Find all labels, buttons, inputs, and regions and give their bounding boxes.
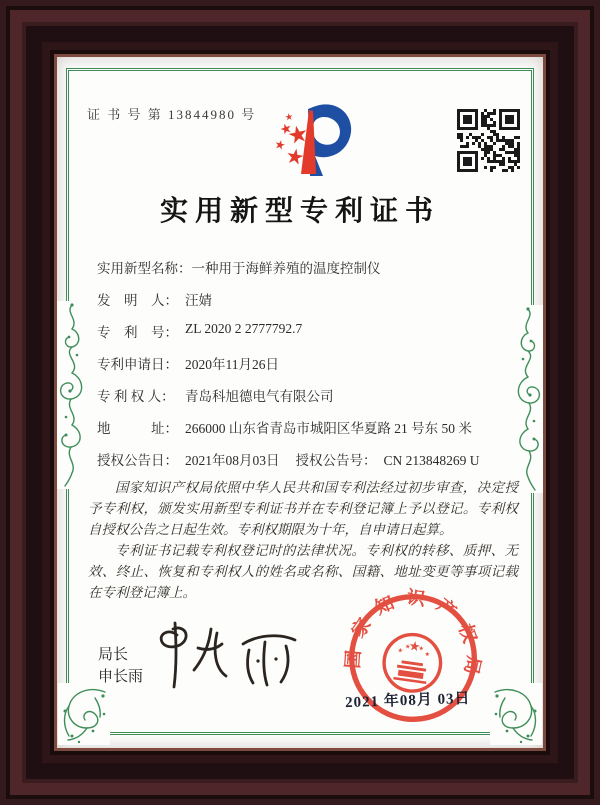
field-row-patent-no: [97, 321, 527, 341]
field-label: 专 利 号：: [97, 325, 178, 340]
seal-date: 2021 年08月 03日: [344, 690, 471, 712]
field-label: 发 明 人：: [97, 293, 178, 308]
field-row-inventor: [97, 289, 527, 309]
field-label: 地 址：: [97, 421, 178, 436]
field-label: 授权公告号：: [295, 453, 377, 468]
corner-floral-bottom-left: [58, 683, 110, 745]
field-row-patentee: [97, 385, 527, 405]
field-value: 266000 山东省青岛市城阳区华夏路 21 号东 50 米: [185, 421, 472, 436]
official-seal: [331, 576, 496, 741]
certificate-number: 证 书 号 第 13844980 号: [87, 107, 257, 122]
field-value: 汪婧: [185, 293, 212, 308]
legal-paragraph-2: 专利证书记载专利权登记时的法律状况。专利权的转移、质押、无效、终止、恢复和专利权人的姓名或名称、国籍、地址变更等事项记载在专利登记簿上。: [88, 543, 518, 600]
field-label: 授权公告日：: [97, 453, 178, 468]
qr-code-icon: [457, 109, 520, 172]
director-signature: [149, 619, 329, 699]
director-name: 申长雨: [98, 668, 144, 685]
field-row-name: [97, 257, 527, 277]
field-value: 2020年11月26日: [185, 357, 279, 372]
certificate-title: 实用新型专利证书: [159, 196, 440, 227]
grant-number-pair: [296, 449, 480, 469]
cnipa-logo-icon: [253, 93, 357, 177]
director-label: 局长: [98, 646, 129, 663]
legal-paragraph-1: 国家知识产权局依照中华人民共和国专利法经过初步审查，决定授予专利权，颁发实用新型专利证书并在专利登记簿上予以登记。专利权自授权公告之日起生效。专利权期限为十年，自申请日起算。: [88, 480, 518, 537]
field-value: 2021年08月03日: [185, 453, 280, 468]
field-value: CN 213848269 U: [383, 453, 480, 468]
certificate-paper: [57, 57, 543, 748]
seal-text: 国家知识产权局: [342, 587, 485, 687]
field-row-filing-date: [97, 353, 527, 373]
field-value: 一种用于海鲜养殖的温度控制仪: [191, 261, 381, 276]
national-emblem-icon: [380, 631, 444, 695]
director-block: [98, 644, 143, 688]
field-row-grant: [97, 449, 527, 469]
field-label: 专 利 权 人：: [97, 389, 175, 404]
scroll-ornament-left: [57, 301, 87, 489]
svg-text:国家知识产权局: [341, 578, 493, 687]
field-label: 实用新型名称：: [97, 261, 192, 276]
field-value: 青岛科旭德电气有限公司: [185, 389, 334, 404]
field-value: ZL 2020 2 2777792.7: [185, 321, 303, 336]
field-label: 专利申请日：: [97, 357, 178, 372]
field-row-address: [97, 417, 527, 437]
grant-date-pair: [97, 449, 280, 469]
legal-text: [88, 477, 518, 603]
